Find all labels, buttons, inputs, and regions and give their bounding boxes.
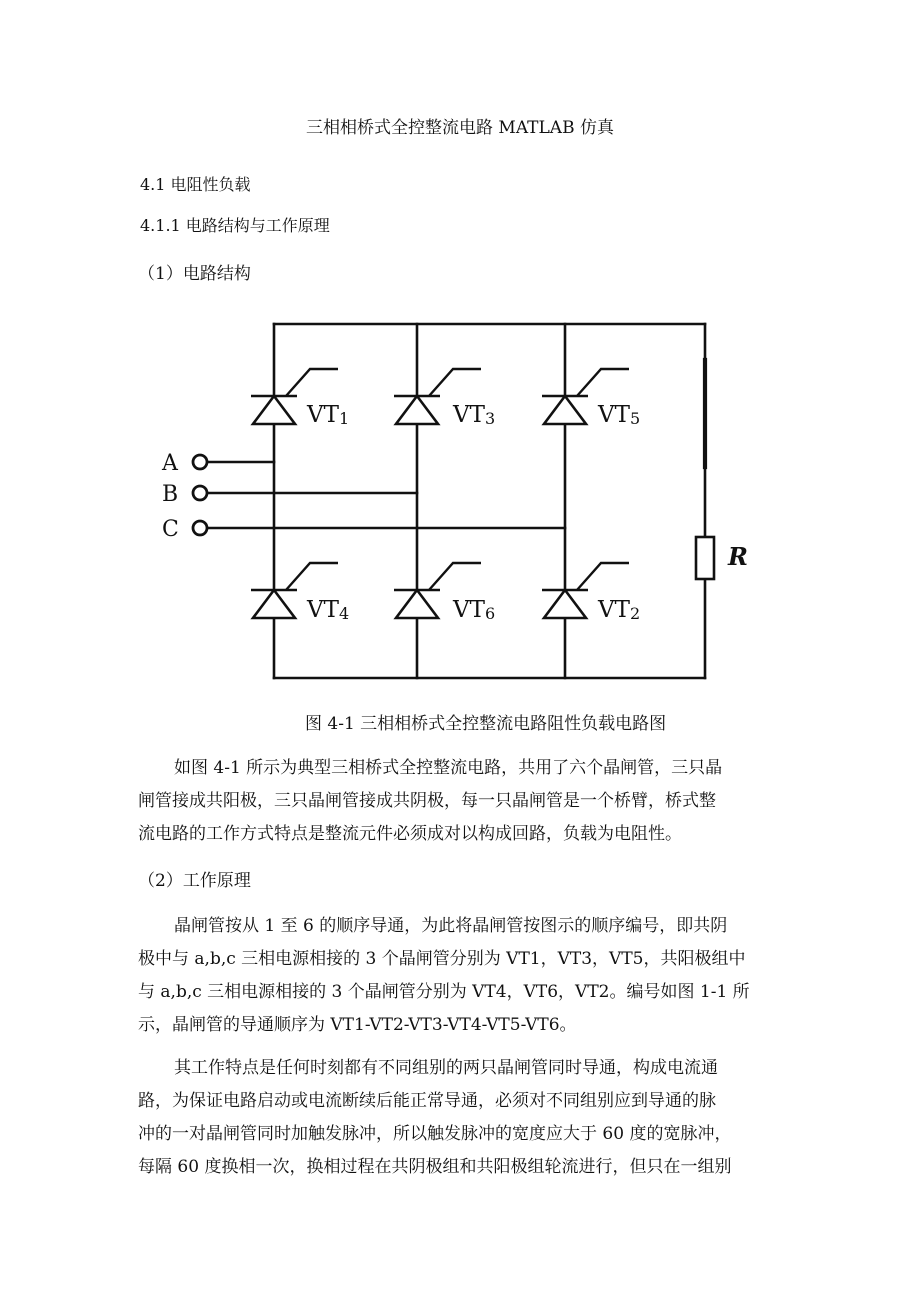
- paragraph-line: 冲的一对晶闸管同时加触发脉冲，所以触发脉冲的宽度应大于 60 度的宽脉冲，: [138, 1124, 732, 1144]
- paragraph-line: 路，为保证电路启动或电流断续后能正常导通，必须对不同组别应到导通的脉: [138, 1091, 716, 1111]
- terminal-a-label: A: [162, 451, 178, 476]
- subheading-circuit-structure: （1）电路结构: [138, 264, 251, 284]
- label-vt2: VT2: [598, 597, 641, 623]
- paragraph-working-characteristics: [138, 1052, 788, 1184]
- paragraph-line: 示，晶闸管的导通顺序为 VT1-VT2-VT3-VT4-VT5-VT6。: [138, 1015, 577, 1035]
- terminal-c-label: C: [162, 517, 179, 542]
- bridge-rectifier-circuit-diagram: [150, 312, 770, 687]
- paragraph-line: 与 a,b,c 三相电源相接的 3 个晶闸管分别为 VT4，VT6，VT2。编号如图 1-1 所: [138, 982, 750, 1002]
- label-vt6: VT6: [453, 597, 496, 623]
- terminal-b-label: B: [162, 482, 179, 507]
- paragraph-conduction-order: [138, 910, 788, 1042]
- terminal-b-icon: [193, 486, 207, 500]
- subheading-working-principle: （2）工作原理: [138, 871, 251, 891]
- label-vt5: VT5: [598, 402, 641, 428]
- paragraph-line: 晶闸管按从 1 至 6 的顺序导通，为此将晶闸管按图示的顺序编号，即共阴: [174, 916, 728, 936]
- figure-caption: 图 4-1 三相相桥式全控整流电路阻性负载电路图: [305, 714, 667, 734]
- load-resistor: [696, 537, 714, 579]
- paragraph-line: 闸管接成共阳极，三只晶闸管接成共阴极，每一只晶闸管是一个桥臂，桥式整: [138, 791, 716, 811]
- paragraph-line: 每隔 60 度换相一次，换相过程在共阴极组和共阳极组轮流进行，但只在一组别: [138, 1157, 732, 1177]
- paragraph-line: 其工作特点是任何时刻都有不同组别的两只晶闸管同时导通，构成电流通: [174, 1058, 718, 1078]
- document-title: 三相相桥式全控整流电路 MATLAB 仿真: [306, 118, 614, 138]
- label-vt1: VT1: [307, 402, 350, 428]
- terminal-a-icon: [193, 455, 207, 469]
- paragraph-circuit-description: [138, 752, 788, 851]
- paragraph-line: 极中与 a,b,c 三相电源相接的 3 个晶闸管分别为 VT1，VT3，VT5，共阳极组中: [138, 949, 746, 969]
- section-heading-4-1-1: 4.1.1 电路结构与工作原理: [140, 216, 330, 235]
- section-heading-4-1: 4.1 电阻性负载: [140, 175, 251, 194]
- label-vt4: VT4: [307, 597, 350, 623]
- label-vt3: VT3: [453, 402, 496, 428]
- paragraph-line: 如图 4-1 所示为典型三相桥式全控整流电路，共用了六个晶闸管，三只晶: [174, 758, 723, 778]
- terminal-c-icon: [193, 521, 207, 535]
- resistor-label: R: [728, 542, 748, 571]
- paragraph-line: 流电路的工作方式特点是整流元件必须成对以构成回路，负载为电阻性。: [138, 824, 682, 844]
